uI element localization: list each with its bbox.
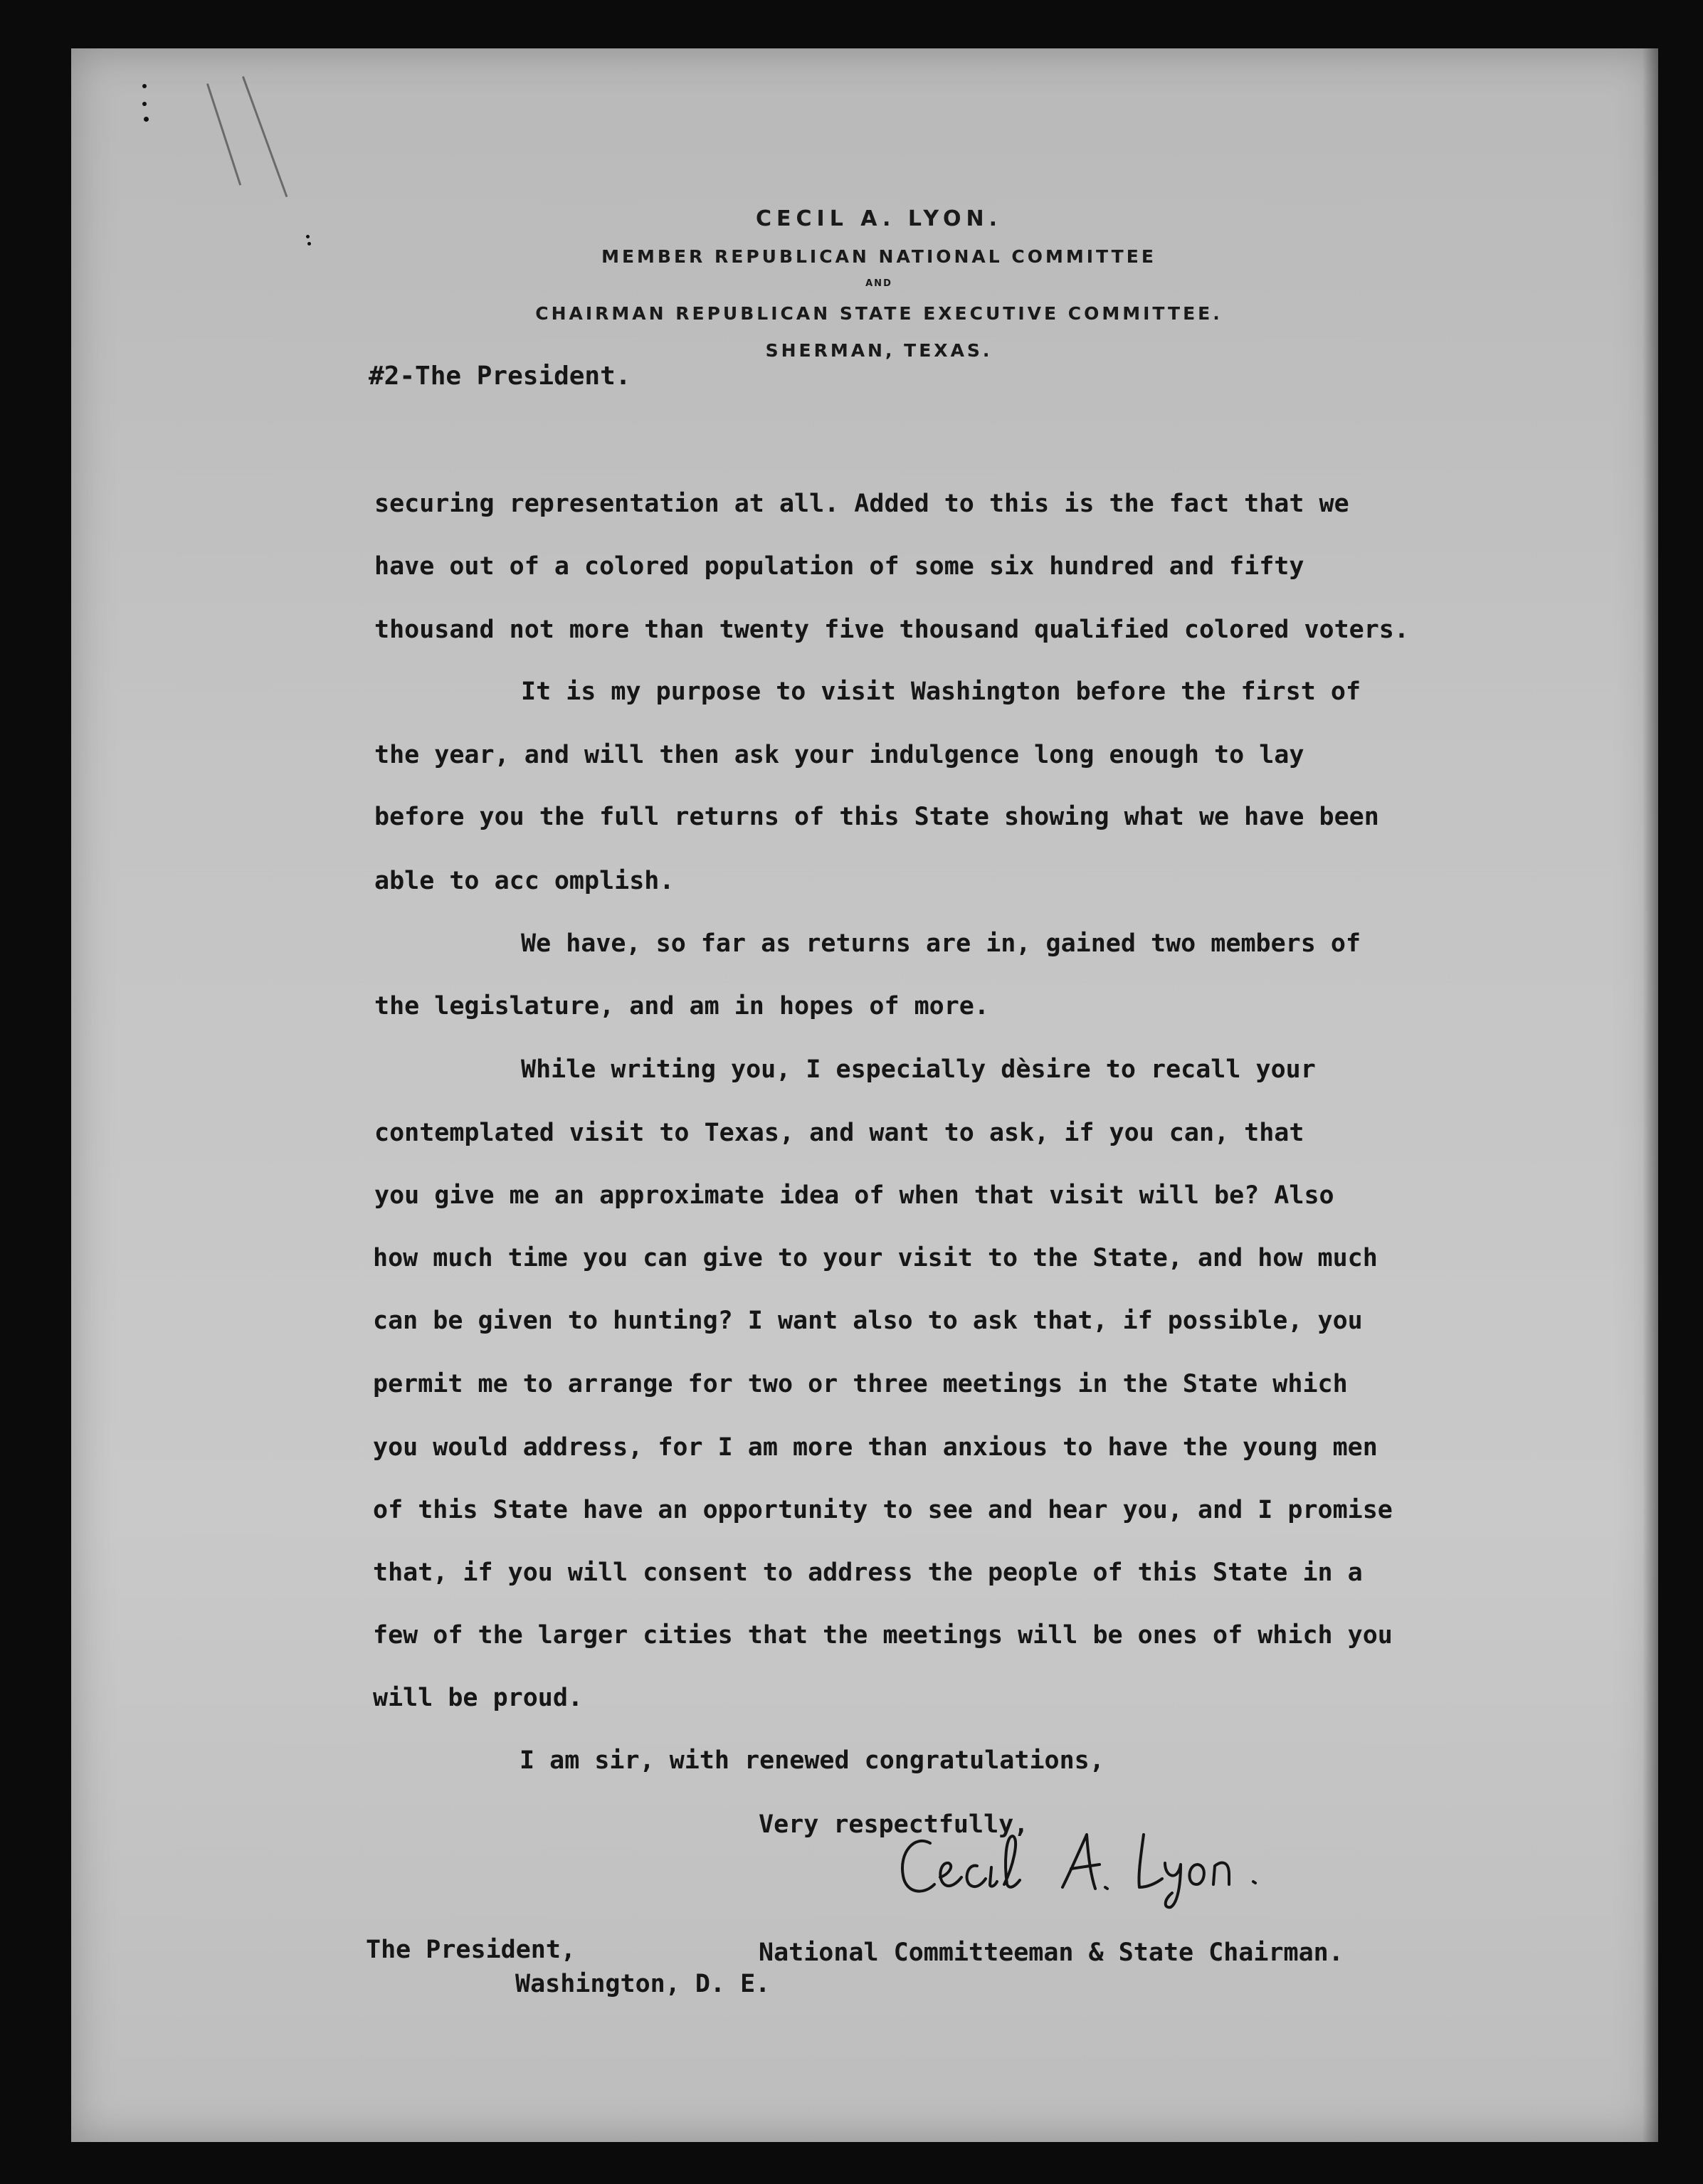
paper-scratch [242,76,288,197]
text-line: of this State have an opportunity to see and hear you, and I promise [373,1496,1393,1524]
text-line: the legislature, and am in hopes of more. [374,992,989,1020]
paper-scratch [206,83,241,186]
text-line: that, if you will consent to address the people of this State in a [373,1558,1363,1587]
addressee-line-2: Washington, D. E. [515,1970,771,1998]
letterhead-city: SHERMAN, TEXAS. [765,340,993,361]
handwritten-signature [893,1813,1292,1913]
text-line: before you the full returns of this State showing what we have been [374,803,1379,831]
letterhead-name: CECIL A. LYON. [756,206,1002,231]
page-heading: #2-The President. [369,362,631,391]
text-line: you would address, for I am more than anxious to have the young men [373,1433,1378,1462]
letterhead-member-line: MEMBER REPUBLICAN NATIONAL COMMITTEE [601,246,1156,267]
addressee-line-1: The President, [366,1936,576,1964]
text-line: permit me to arrange for two or three meetings in the State which [373,1370,1348,1398]
text-line: While writing you, I especially dèsire to recall your [521,1055,1316,1084]
ink-spot [142,102,147,106]
text-line: can be given to hunting? I want also to ask that, if possible, you [373,1307,1363,1335]
text-line: will be proud. [373,1684,584,1712]
letter-page [71,48,1658,2142]
text-line: thousand not more than twenty five thousand qualified colored voters. [374,616,1409,644]
text-line: few of the larger cities that the meetings will be ones of which you [373,1621,1393,1650]
text-line: We have, so far as returns are in, gained two members of [521,929,1361,958]
ink-spot [306,235,310,238]
text-line: It is my purpose to visit Washington before the first of [521,677,1361,706]
text-line: the year, and will then ask your indulgence long enough to lay [374,741,1304,769]
ink-spot [144,117,149,122]
ink-spot [307,242,311,246]
text-line: you give me an approximate idea of when that visit will be? Also [374,1181,1334,1210]
letterhead-chairman-line: CHAIRMAN REPUBLICAN STATE EXECUTIVE COMMITTEE. [535,303,1223,324]
closing-text: Very respectfully, [759,1810,1029,1839]
text-line: how much time you can give to your visit to the State, and how much [373,1244,1378,1272]
text-line: securing representation at all. Added to this is the fact that we [374,490,1349,518]
signer-title: National Committeeman & State Chairman. [759,1938,1344,1967]
text-line: I am sir, with renewed congratulations, [520,1746,1104,1775]
ink-spot [142,84,147,88]
text-line: able to acc omplish. [374,867,675,895]
text-line: contemplated visit to Texas, and want to ask, if you can, that [374,1119,1304,1147]
page-shadow-edge [1643,48,1658,2142]
letterhead-and: AND [865,278,892,289]
text-line: have out of a colored population of some six hundred and fifty [374,552,1304,581]
